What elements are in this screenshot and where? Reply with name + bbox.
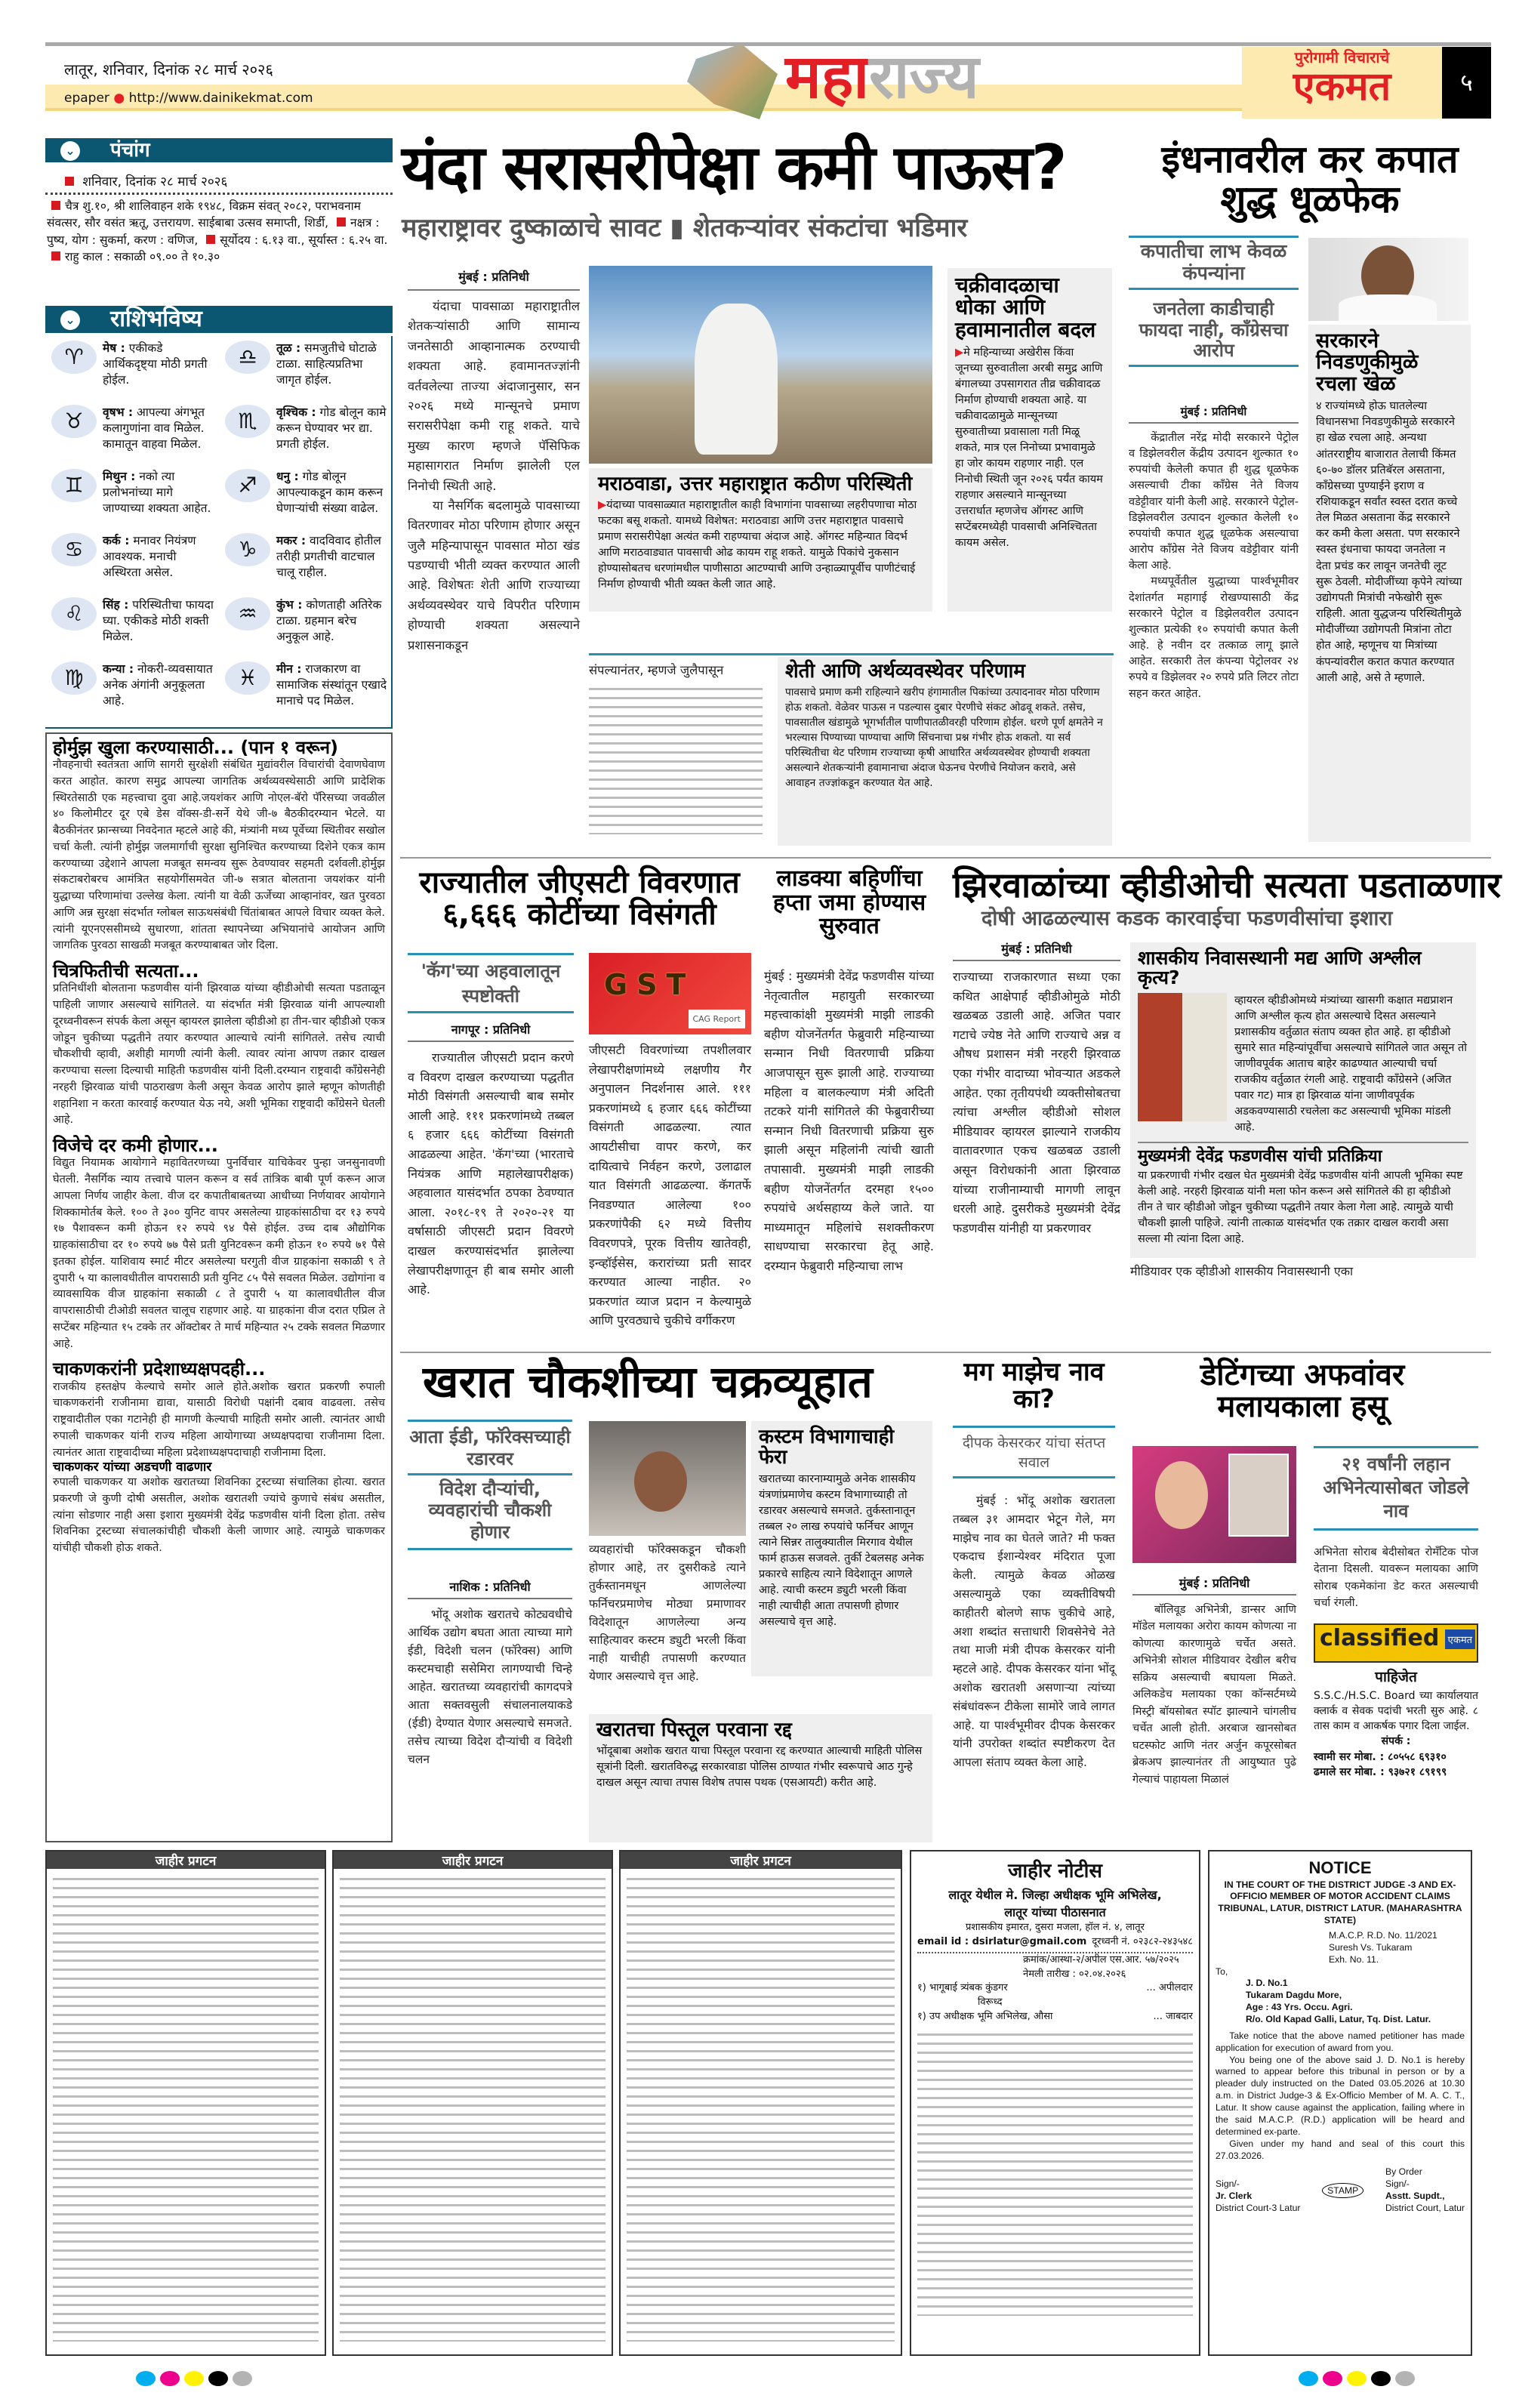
land-records-notice: जाहीर नोटीस लातूर येथील मे. जिल्हा अधीक्षक भूमि अभिलेख, लातूर यांच्या पीठासनात प्रशासकीय इमारत, दुसरा मजला, हॉल नं. ४, लातूर email id : dsirlatur@gmail.com दूरध्वनी नं. ०२३८२-२४३५४८ क्रमांक/आस्था-२/अपील एस.आर. ५७/२०२५ नेमली तारीख : ०२.०४.२०२६ १) भागूबाई त्र्यंबक कुंडगर ... अपीलदार विरूध्द १) उप अधीक्षक भूमि अभिलेख, औसा ... जाबदार: [910, 1850, 1200, 2356]
kharat-photo: [589, 1421, 746, 1536]
congress-leader-photo: [1308, 238, 1468, 321]
chevron-down-icon: ⌄: [60, 141, 80, 161]
zodiac-icon: ♊: [51, 469, 97, 502]
zodiac-icon: ♑: [225, 533, 270, 566]
election-box: सरकारने निवडणुकीमुळे रचला खेळ ४ राज्यांमध्ये होऊ घातलेल्या विधानसभा निवडणुकीमुळे सरकारने हा खेळ रचला आहे. अन्यथा आंतरराष्ट्रीय बाजारात तेलाची किंमत ६०-७० डॉलर प्रतिबॅरल असताना, काँग्रेसच्या पुण्याईने इराण व रशियाकडून सर्वांत स्वस्त दरात कच्चे तेल मिळत असताना केंद्र सरकारने कर कमी केला असता. पण सरकारने स्वस्त इंधनाचा फायदा जनतेला न देता प्रचंड कर लावून जनतेची लूट सुरू ठेवली. मोदीजींच्या कृपेने त्यांच्या उद्योगपती मित्रांची नफेखोरी सुरू राहिली. आता युद्धजन्य परिस्थितीमुळे मोदीजींच्या उद्योगपती मित्रांना तोटा होत आहे, म्हणूनच या मित्रांच्या कंपन्यांवरील करात कपात करण्यात आली आहे, असे ते म्हणाले.: [1308, 325, 1471, 842]
zodiac-icon: ♒: [225, 597, 270, 631]
gst-column-1: नागपूर : प्रतिनिधी राज्यातील जीएसटी प्रदान करणे व विवरण दाखल करण्याच्या पद्धतीत मोठी विसंगती असल्याची बाब समोर आली आहे. १११ प्रकरणांमध्ये तब्बल ६ हजार ६६६ कोटींच्या विसंगती आढळल्या आहेत. 'कॅग'च्या (भारताचे नियंत्रक आणि महालेखापरीक्षक) अहवालात यासंदर्भात ठपका ठेवण्यात आला. २०१८-१९ ते २०२०-२१ या वर्षासाठी जीएसटी प्रदान विवरणे दाखल करण्यासंदर्भात झालेल्या लेखापरीक्षणातून ही बाब समोर आली आहे.: [408, 1022, 574, 1297]
lead-subhead: महाराष्ट्रावर दुष्काळाचे सावट ▮ शेतकऱ्यांवर संकटांचा भडिमार: [402, 213, 968, 243]
classified-logo: classified एकमत: [1314, 1623, 1478, 1663]
fuel-column: मुंबई : प्रतिनिधी केंद्रातील नरेंद्र मोदी सरकारने पेट्रोल व डिझेलवरील केंद्रीय उत्पादन शुल्कात १० रुपयांची केलेली कपात ही शुद्ध धूळफेक असल्याची टीका काँग्रेस नेते विजय वडेट्टीवार यांनी केली आहे. सरकारने पेट्रोल-डिझेलवरील उत्पादन शुल्कात केलेली १० रुपयांची कपात शुद्ध धूळफेक असल्याचा आरोप काँग्रेस नेते विजय वडेट्टीवार यांनी केला आहे. मध्यपूर्वेतील युद्धाच्या पार्श्वभूमीवर देशांतर्गत महागाई रोखण्यासाठी केंद्र सरकारने पेट्रोल व डिझेलवरील उत्पादन शुल्कात प्रत्येकी १० रुपयांची कपात केली आहे. हे नवीन दर तत्काळ लागू झाले आहेत. सरकारी तेल कंपन्या पेट्रोलवर २४ रुपये व डिझेलवर २० रुपये प्रति लिटर तोटा सहन करत आहेत.: [1129, 405, 1299, 700]
malaika-photo: [1132, 1446, 1296, 1563]
byline: नागपूर : प्रतिनिधी: [408, 1021, 574, 1042]
classified-ad: पाहिजेत S.S.C./H.S.C. Board च्या कार्यालयात क्लार्क व सेवक पदांची भरती सुरु आहे. ८ तास काम व आकर्षक पगार दिला जाईल. संपर्क : स्वामी सर मोबा. : ८०५५८ ६९३१० ढमाले सर मोबा. : ९३७२१ ८९१९९: [1314, 1669, 1478, 1779]
panchang-details: चैत्र शु.१०, श्री शालिवाहन शके १९४८, विक्रम संवत् २०८२, पराभवनाम संवत्सर, सौर वसंत ऋतू, उत्तरायण. साईबाबा उत्सव समाप्ती, शिर्डी, नक्षत्र : पुष्य, योग : सुकर्मा, करण : वणिज, सूर्योदय : ६.१३ वा., सूर्यास्त : ६.२५ वा. राहु काल : सकाळी ०९.०० ते १०.३०: [47, 199, 388, 264]
zirwal-column: मुंबई : प्रतिनिधी राज्याच्या राजकारणात सध्या एका कथित आक्षेपार्ह व्हीडीओमुळे मोठी खळबळ उडाली आहे. अजित पवार गटाचे ज्येष्ठ नेते आणि राज्याचे अन्न व औषध प्रशासन मंत्री नरहरी झिरवाळ एका गंभीर वादाच्या भोवऱ्यात अडकले आहेत. एका तृतीयपंथी व्यक्तीसोबतचा त्यांचा अश्लील व्हीडीओ सोशल मीडियावर व्हायरल झाल्याने राजकीय वातावरणात एकच खळबळ उडाली असून विरोधकांनी आता झिरवाळ यांच्या राजीनाम्याची मागणी लावून धरली आहे. दुसरीकडे मुख्यमंत्री देवेंद्र फडणवीस यांनीही या प्रकरणावर: [953, 942, 1120, 1235]
gst-coins-image: GST CAG Report: [589, 953, 751, 1034]
dateline: लातूर, शनिवार, दिनांक २८ मार्च २०२६: [64, 60, 273, 79]
zodiac-icon: ♎: [225, 341, 270, 374]
paper-name: एकमत: [1293, 64, 1391, 109]
public-notice-ad-2: जाहीर प्रगटन: [332, 1850, 613, 2356]
zodiac-icon: ♐: [225, 469, 270, 502]
gst-sub: 'कॅग'च्या अहवालातून स्पष्टोक्ती: [408, 953, 574, 1013]
zodiac-icon: ♓: [225, 661, 270, 695]
zirwal-tail: मीडियावर एक व्हीडीओ शासकीय निवासस्थानी एका: [1130, 1264, 1354, 1278]
kharat-column-1: नाशिक : प्रतिनिधी भोंदू अशोक खरातचे कोट्यवधीचे आर्थिक उद्योग बघता आता त्याच्या मागे ईडी, विदेशी चलन (फॉरेक्स) आणि कस्टमचाही ससेमिरा लागण्याची चिन्हे आहेत. खरातच्या व्यवहारांची कागदपत्रे आता सक्तवसुली संचालनालयाकडे (ईडी) देण्यात येणार असल्याचे समजते. तसेच त्याच्या विदेश दौऱ्यांची व विदेशी चलन: [408, 1580, 572, 1767]
continuation-video: चित्रफितीची सत्यता... प्रतिनिधींशी बोलताना फडणवीस यांनी झिरवाळ यांच्या व्हीडीओची सत्यता पडताळून पाहिली जाणार असल्याचे सांगितले. या संदर्भात मंत्री झिरवाळ यांनी आपल्याशी दूरध्वनीवरून संपर्क केला असून व्हायरल झालेला व्हीडीओ हा तीन-चार व्हीडीओ एकत्र जोडून चुकीच्या पद्धतीने तयार करण्यात आल्याचे त्यांनी सांगितले. तसेच त्याची चौकशीची व्हावी, अशीही मागणी त्यांनी केली. त्यावर त्यांना आपण तक्रार दाखल करण्याचा सल्ला दिल्याची माहिती फडणवीस यांनी दिली.दरम्यान राष्ट्रवादी काँग्रेसनेही नरहरी झिरवाळ यांची पाठराखण केली असून केवळ आरोप झाले म्हणून कोणतीही शहानिशा न करता कारवाई करण्यात येऊ नये, अशी भूमिका राष्ट्रवादी काँग्रेसने घेतली आहे.: [53, 960, 385, 1127]
gst-headline: राज्यातील जीएसटी विवरणात ६,६६६ कोटींच्या विसंगती: [419, 865, 740, 932]
kharat-sub: आता ईडी, फॉरेक्सच्याही रडारवर विदेश दौऱ्यांची, व्यवहारांची चौकशी होणार: [408, 1420, 572, 1550]
pistol-box: खरातचा पिस्तूल परवाना रद्द भोंदूबाबा अशोक खरात याचा पिस्तूल परवाना रद्द करण्यात आल्याची माहिती पोलिस सूत्रांनी दिली. खरातविरुद्ध सरकारवाडा पोलिस ठाण्यात गंभीर स्वरूपाचे आठ गुन्हे दाखल असून त्याचा तपास विशेष तपास पथक (एसआयटी) करीत आहे.: [589, 1714, 932, 1842]
chevron-down-icon: ⌄: [60, 310, 80, 330]
malaika-sub: २१ वर्षांनी लहान अभिनेत्यासोबत जोडले नाव: [1314, 1446, 1478, 1531]
fuel-sub-1: कपातीचा लाभ केवळ कंपन्यांना: [1129, 236, 1299, 290]
zirwal-box: शासकीय निवासस्थानी मद्य आणि अश्लील कृत्य? व्हायरल व्हीडीओमध्ये मंत्र्यांच्या खासगी कक्षात मद्यप्राशन आणि अश्लील कृत्य होत असल्याचे दिसत असल्याने प्रशासकीय वर्तुळात संताप व्यक्त होत आहे. हा व्हीडीओ सुमारे सात महिन्यांपूर्वीचा असल्याचे सांगितले जात असून तो जाणीवपूर्वक आताच बाहेर काढण्यात आल्याची चर्चा राजकीय वर्तुळात रंगली आहे. राष्ट्रवादी काँग्रेसने (अजित पवार गट) मात्र हा झिरवाळ यांना जाणीवपूर्वक अडकवण्यासाठी रचलेला कट असल्याची भूमिका मांडली आहे. मुख्यमंत्री देवेंद्र फडणवीस यांची प्रतिक्रिया या प्रकरणाची गंभीर दखल घेत मुख्यमंत्री देवेंद्र फडणवीस यांनी आपली भूमिका स्पष्ट केली आहे. नरहरी झिरवाळ यांनी मला फोन करून असे सांगितले की हा व्हीडीओ तीन ते चार व्हीडीओ जोडून चुकीच्या पद्धतीने तयार केला गेला आहे. त्यामुळे याची चौकशी झाली पाहिजे. त्यांनी तात्काळ यासंदर्भात एक तक्रार दाखल करावी असा सल्ला मी त्यांना दिला आहे.: [1130, 942, 1476, 1258]
top-rule: [45, 42, 1491, 46]
rashi-item: कर्क : मनावर नियंत्रण आवश्यक. मनाची अस्थिरता असेल.: [103, 534, 196, 579]
rashi-header: ⌄ राशिभविष्य: [45, 306, 393, 333]
court-notice: NOTICE IN THE COURT OF THE DISTRICT JUDGE -3 AND EX-OFFICIO MEMBER OF MOTOR ACCIDENT CLAIMS TRIBUNAL, LATUR, DISTRICT LATUR. (MAHARASHTRA STATE) M.A.C.P. R.D. No. 11/2021 Suresh Vs. Tukaram Exh. No. 11. To, J. D. No.1 Tukaram Dagdu More, Age : 43 Yrs. Occu. Agri. R/o. Old Kapad Galli, Latur, Tq. Dist. Latur. Take notice that the above named petitioner has made application for execution of award from you. You being one of the above said J. D. No.1 is hereby warned to appear before this tribunal in person or by a pleader duly instructed on the Dated 03.05.2026 at 10.30 a.m. in District Judge-3 & Ex-Officio Member of M. A. C. T., Latur. It show cause against the application, failing where in the said M.A.C.P. (R.D.) application will be heard and determined ex-parte. Given under my hand and seal of this court this 27.03.2026. Sign/- Jr. Clerk District Court-3 Latur STAMP By Order Sign/- Asstt. Supdt., District Court, Latur: [1208, 1850, 1472, 2356]
rashi-grid: [45, 336, 393, 729]
custom-box: कस्टम विभागाचाही फेरा खरातच्या कारनाम्यामुळे अनेक शासकीय यंत्रणांप्रमाणेच कस्टम विभागाच्याही तो रडारवर असल्याचे समजते. तुर्कस्तानातून तब्बल २० लाख रुपयांचे फर्निचर आणून त्याने सिन्नर तालुक्यातील मिरगाव येथील फार्म हाऊस सजवले. तुर्की टेबलसह अनेक प्रकारचे साहित्य त्याने विदेशातून आणले आहे. त्याची कस्टम ड्युटी भरली किंवा नाही त्याचीही आता तपासणी होणार असल्याचे वृत्त आहे.: [751, 1421, 932, 1676]
malaika-headline: डेटिंगच्या अफवांवर मलायकाला हसू: [1200, 1358, 1405, 1424]
lead-column-1: मुंबई : प्रतिनिधी यंदाचा पावसाळा महाराष्ट्रातील शेतकऱ्यांसाठी आणि सामान्य जनतेसाठी आव्हानात्मक ठरण्याची शक्यता आहे. हवामानतज्ज्ञांनी वर्तवलेल्या ताज्या अंदाजानुसार, सन २०२६ मध्ये मान्सूनचे प्रमाण सरासरीपेक्षा कमी राहू शकते. याचे मुख्य कारण म्हणजे पॅसिफिक महासागरात निर्माण झालेली एल निनोची स्थिती आहे. या नैसर्गिक बदलामुळे पावसाच्या वितरणावर मोठा परिणाम होणार असून जुलै महिन्यापासून पावसात मोठा खंड पडण्याची भीती व्यक्त करण्यात आली आहे. विशेषतः शेती आणि राज्याच्या अर्थव्यवस्थेवर याचे विपरीत परिणाम होण्याची शक्यता असल्याने प्रशासनाकडून: [408, 270, 580, 652]
rashi-item: मीन : राजकारण वा सामाजिक संस्थांतून एखादे मानाचे पद मिळेल.: [276, 662, 387, 708]
lead-column-2: संपल्यानंतर, म्हणजे जुलैपासून: [589, 661, 763, 834]
byline: मुंबई : प्रतिनिधी: [1132, 1574, 1296, 1596]
kharat-headline: खरात चौकशीच्या चक्रव्यूहात: [423, 1356, 873, 1407]
panchang-date: शनिवार, दिनांक २८ मार्च २०२६: [60, 172, 227, 190]
drought-farmer-photo: [589, 266, 932, 464]
cyclone-box: चक्रीवादळाचा धोका आणि हवामानातील बदल ▶मे महिन्याच्या अखेरीस किंवा जूनच्या सुरुवातीला अरबी समुद्र आणि बंगालच्या उपसागरात तीव्र चक्रीवादळ निर्माण होण्याची शक्यता आहे. या चक्रीवादळामुळे मान्सूनच्या सुरुवातीच्या प्रवासाला गती मिळू शकते, मात्र एल निनोच्या प्रभावामुळे हा जोर कायम राहणार नाही. एल निनोची स्थिती जून २०२६ पर्यंत कायम राहणार असल्याने मान्सूनच्या उत्तरार्धात म्हणजेच ऑगस्ट आणि सप्टेंबरमध्येही पावसाची अनिश्चितता कायम असेल.: [948, 268, 1112, 612]
byline: मुंबई : प्रतिनिधी: [1129, 404, 1299, 424]
zodiac-icon: ♋: [51, 533, 97, 566]
economy-box: शेती आणि अर्थव्यवस्थेवर परिणाम पावसाचे प्रमाण कमी राहिल्याने खरीप हंगामातील पिकांच्या उत्पादनावर मोठा परिणाम होऊ शकतो. वेळेवर पाऊस न पडल्यास दुबार पेरणीचे संकट ओढवू शकते. तसेच, पावसातील खंडामुळे भूगर्भातील पाणीपातळीवरही परिणाम होईल. धरणे पूर्ण क्षमतेने न भरल्यास पिण्याच्या पाण्याचा आणि सिंचनाचा प्रश्न गंभीर होऊ शकतो. या सर्व परिस्थितीचा थेट परिणाम राज्याच्या कृषी आधारित अर्थव्यवस्थेवर होण्याची शक्यता असल्याने शेतकऱ्यांनी हवामानाचा अंदाज घेऊनच पेरणीचे नियोजन करावे, असे आवाहन तज्ज्ञांकडून करण्यात येत आहे.: [778, 657, 1112, 846]
kesarkar-column: मुंबई : भोंदू अशोक खरातला तब्बल ३१ आमदार भेटून गेले, मग माझेच नाव का घेतले जाते? मी फक्त एकदाच ईशान्येश्वर मंदिरात पूजा केली. त्यामुळे केवळ ओळख असल्यामुळे एका व्यक्तीविषयी काहीतरी बोलणे साफ चुकीचे आहे, अशा शब्दांत सत्ताधारी शिवसेनेचे नेते तथा माजी मंत्री दीपक केसरकर यांनी म्हटले आहे. दीपक केसरकर यांना भोंदू अशोक खरातशी असणाऱ्या त्यांच्या संबंधांवरून टीकेला सामोरे जावे लागत आहे. या पार्श्वभूमीवर दीपक केसरकर यांनी उपरोक्त शब्दांत स्पष्टीकरण देत आपला संताप व्यक्त केला आहे.: [953, 1494, 1115, 1770]
ladki-headline: लाडक्या बहिणींचा हप्ता जमा होण्यास सुरुवात: [772, 865, 926, 939]
rashi-item: कुंभ : कोणताही अतिरेक टाळा. ग्रहमान बरेच अनुकूल आहे.: [276, 598, 382, 643]
zodiac-icon: ♈: [51, 341, 97, 374]
page-number: ५: [1442, 47, 1491, 119]
zodiac-icon: ♏: [225, 405, 270, 438]
byline: मुंबई : प्रतिनिधी: [953, 940, 1120, 961]
rashi-item: तूळ : समजुतीचे घोटाळे टाळा. साहित्यप्रतिभा जागृत होईल.: [276, 341, 377, 387]
ekmat-logo-box: [1242, 47, 1442, 119]
globe-icon: ●: [113, 91, 125, 106]
continuation-hormuz: होर्मुझ खुला करण्यासाठी... (पान १ वरून) नौवहनाची स्वतंत्रता आणि सागरी सुरक्षेशी संबंधित मुद्यांवरील विचारांची देवाणघेवाण करत आहोत. कारण समुद्र आपल्या जागतिक अर्थव्यवस्थेसाठी आणि प्रादेशिक स्थिरतेसाठी एक महत्त्वाचा दुवा आहे.जयशंकर आणि नोएल-बॅरो पॅरिसच्या जवळील ४० किलोमीटर दूर एबे डेस वॉक्स-डी-सर्ने येथे जी-७ बैठकीदरम्यान भेटले. या बैठकीनंतर फ्रान्सच्या निवदेनात म्हटले आहे की, मंत्र्यांनी मध्य पूर्वेच्या स्थितीवर सखोल चर्चा केली. त्यांनी होर्मुझ जलमार्गाची सुरक्षा सुनिश्चित करण्याच्या दिशेने एकत्र काम करण्याच्या उद्देशाने आपला मजबूत समन्वय सुरू ठेवण्यावर सहमती दर्शवली.होर्मुझ संकटाबरोबरच आमंत्रित सहयोगींसमवेत जी-७ सत्रात बोलताना जयशंकर यांनी युद्धाच्या परिणामांचा उल्लेख केला. त्यांनी या वेळी ऊर्जेच्या आव्हानांवर, खत पुरवठा आणि अन्न सुरक्षा संदर्भात ग्लोबल साऊथसंबंधी चिंतांबाबत आपले विचार व्यक्त केले. त्यांनी यूएनएससीमध्ये सुधारणा, शांतता स्थापनेच्या अभियानांचे आयोजन आणि जागतिक पुरवठा साखळी मजबूत करण्याबाबत जोर दिला.: [53, 737, 385, 952]
malaika-column: मुंबई : प्रतिनिधी बॉलिवूड अभिनेत्री, डान्सर आणि मॉडेल मलायका अरोरा कायम कोणत्या ना कोणत्या कारणामुळे चर्चेत असते. अभिनेत्री सोशल मीडियावर देखील बरीच सक्रिय असल्याची बघायला मिळते. अलिकडेच मलायका एका कॉन्सर्टमध्ये मिस्ट्री बॉयसोबत स्पॉट झाल्याने चांगलीच चर्चेत आली होती. अरबाज खानसोबत घटस्फोट आणि नंतर अर्जुन कपूरसोबत ब्रेकअप झाल्यानंतर ती आयुष्यात पुढे गेल्याचं पाहायला मिळालं: [1132, 1576, 1296, 1786]
tagline: पुरोगामी विचाराचे: [1294, 48, 1390, 66]
continuation-chakankar: चाकणकरांनी प्रदेशाध्यक्षपदही... राजकीय हस्तक्षेप केल्याचे समोर आले होते.अशोक खरात प्रकरणी रुपाली चाकणकरांनी राजीनामा द्यावा, यासाठी विरोधी पक्षांनी दबाव वाढवला. तसेच राष्ट्रवादीतील एका गटानेही ही मागणी केल्याची माहिती समोर आली. त्यानंतर आधी रुपाली चाकणकर यांनी राज्य महिला आयोगाच्या अध्यक्षपदाचा राजीनामा दिला. त्यानंतर आता राष्ट्रवादीच्या महिला प्रदेशाध्यक्षपदाचाही राजीनामा दिला. चाकणकर यांच्या अडचणी वाढणार रुपाली चाकणकर या अशोक खरातच्या शिवनिका ट्रस्टच्या संचालिका होत्या. खरात प्रकरणी जे कुणी दोषी असतील, अशोक खरातशी ज्यांचे कुणाचे संबंध असतील, त्यांना सोडणार नाही असा इशारा मुख्यमंत्री देवेंद्र फडणवीस यांनी दिला होता. तसेच शिवनिका ट्रस्टच्या संचालकांचीही चौकशी केली जाणार आहे. त्यामुळे चाकणकर यांचीही चौकशी होऊ शकते.: [53, 1358, 385, 1555]
rashi-item: वृषभ : आपल्या अंगभूत कलागुणांना वाव मिळेल. कामातून वाहवा मिळेल.: [103, 405, 205, 451]
rashi-item: वृश्चिक : गोड बोलून कामे करून घेण्यावर भर द्या. प्रगती होईल.: [276, 405, 387, 451]
zirwal-headline: झिरवाळांच्या व्हीडीओची सत्यता पडताळणार: [953, 865, 1502, 905]
fadnavis-zirwal-photo: [1138, 993, 1227, 1121]
gst-column-2: जीएसटी विवरणांच्या तपशीलवार लेखापरीक्षणांमध्ये लक्षणीय गैर अनुपालन निदर्शनास आले. १११ प्रकरणांमध्ये ६ हजार ६६६ कोटींच्या विसंगती आढळल्या. त्यात आयटीसीचा वापर करणे, कर दायित्वाचे निर्वहन करणे, उलाढाल यात विसंगती आढळल्या. कॅगतर्फे निवडण्यात आलेल्या १०० प्रकरणांपैकी ६२ मध्ये वित्तीय विवरणपत्रे, पूरक वित्तीय खातेवही, इन्व्हॉईसेस, करारांच्या प्रती सादर करण्यात आल्या नाहीत. २० प्रकरणांत व्याज प्रदान न केल्यामुळे आणि पुरवठ्याचे चुकीचे वर्गीकरण: [589, 1043, 751, 1328]
malaika-column-2: अभिनेता सोराब बेदीसोबत रोमँटिक पोज देताना दिसली. यावरून मलायका आणि सोराब एकमेकांना डेट करत असल्याची चर्चा रंगली.: [1314, 1546, 1478, 1610]
rashi-item: मेष : एकीकडे आर्थिकदृष्ट्या मोठी प्रगती होईल.: [103, 341, 208, 387]
rashi-item: कन्या : नोकरी-व्यवसायात अनेक अंगांनी अनुकूलता आहे.: [103, 662, 213, 708]
rashi-item: मिथुन : नको त्या प्रलोभनांच्या मागे जाण्याच्या शक्यता आहेत.: [103, 470, 211, 515]
epaper-url[interactable]: http://www.dainikekmat.com: [128, 91, 313, 106]
epaper-link[interactable]: [64, 91, 313, 106]
rashi-item: सिंह : परिस्थितीचा फायदा घ्या. एकीकडे मोठी शक्ती मिळेल.: [103, 598, 214, 643]
rashi-item: मकर : वादविवाद होतील तरीही प्रगतीची वाटचाल चालू राहील.: [276, 534, 381, 579]
panchang-header: ⌄ पंचांग: [45, 138, 393, 162]
kharat-column-2: व्यवहारांची फॉरेक्सकडून चौकशी होणार आहे, तर दुसरीकडे त्याने तुर्कस्तानमधून आणलेल्या फर्निचरप्रमाणेच मोठ्या प्रमाणावर विदेशातून आणलेल्या अन्य साहित्यावर कस्टम ड्युटी भरली किंवा नाही याचीही तपासणी करण्यात येणार असल्याचे वृत्त आहे.: [589, 1543, 746, 1684]
continuations-box: [45, 732, 393, 1842]
lead-headline: यंदा सरासरीपेक्षा कमी पाऊस?: [402, 132, 1066, 204]
kesarkar-headline: मग माझेच नाव का?: [963, 1357, 1105, 1414]
continuation-electricity: विजेचे दर कमी होणार... विद्युत नियामक आयोगाने महावितरणच्या पुनर्विचार याचिकेवर पुन्हा जनसुनावणी घेतली. नैसर्गिक न्याय तत्त्वाचे पालन करून व सर्व तांत्रिक बाबी पूर्ण करून आज आपला निर्णय जाहीर केला. वीज दर कपातीबाबतच्या आधीच्या निर्णयावर आयोगाने शिक्कामोर्तब केले. १०० ते ३०० युनिट वापर असलेल्या ग्राहकांसाठीचा दर १३ रुपये १७ पैशावरून कमी होऊन १२ रुपये ९४ पैसे होईल. उच्च दाब औद्योगिक ग्राहकांसाठीचा दर १० रुपये ७७ पैसे प्रती युनिटवरून कमी होऊन १० रुपये ७१ पैसे इतका होईल. याशिवाय स्मार्ट मीटर असलेल्या घरगुती वीज ग्राहकांना सकाळी ९ ते दुपारी ५ या कालावधीतील वापरासाठी प्रती युनिट ८५ पैसे सवलत मिळेल. उद्योगांना व व्यावसायिक वीज ग्राहकांना सकाळी ८ ते दुपारी ५ या कालावधीतील वीज वापरासाठीची टीओडी सवलत चालूच राहणार आहे. या ग्राहकांना वीज दरात एप्रिल ते सप्टेंबर महिन्यात १५ टक्के तर ऑक्टोबर ते मार्च महिन्यात २५ टक्के सवलत मिळणार आहे.: [53, 1135, 385, 1350]
ladki-column: मुंबई : मुख्यमंत्री देवेंद्र फडणवीस यांच्या नेतृत्वातील महायुती सरकारच्या महत्त्वाकांक्षी मुख्यमंत्री माझी लाडकी बहीण योजनेंतर्गत फेब्रुवारी महिन्याच्या सन्मान निधी वितरणाची प्रक्रिया आजपासून सुरू झाली आहे. राज्याच्या महिला व बालकल्याण मंत्री अदिती तटकरे यांनी सांगितले की फेब्रुवारीच्या सन्मान निधी वितरणाची प्रक्रिया सुरु झाली असून महिलांनी त्यांची खाती तपासावी. मुख्यमंत्री माझी लाडकी बहीण योजनेंतर्गत दरमहा १५०० रुपयांचे अर्थसहाय्य केले जाते. या माध्यमातून महिलांचे सशक्तीकरण साधण्याचा सरकारचा हेतू आहे. दरम्यान फेब्रुवारी महिन्याचा लाभ: [764, 969, 934, 1273]
byline: नाशिक : प्रतिनिधी: [408, 1578, 572, 1599]
section-title: महाराज्य: [785, 42, 979, 112]
marathwada-box: मराठवाडा, उत्तर महाराष्ट्रात कठीण परिस्थिती ▶यंदाच्या पावसाळ्यात महाराष्ट्रातील काही विभागांना पावसाच्या लहरीपणाचा मोठा फटका बसू शकतो. यामध्ये विशेषत: मराठवाडा आणि उत्तर महाराष्ट्रात पावसाचे प्रमाण सरासरीपेक्षा अत्यंत कमी राहण्याचा अंदाज आहे. ऑगस्ट महिन्यात विदर्भ आणि मराठवाड्यात पावसाची ओढ कायम राहू शकते. यामुळे पिकांचे नुकसान होण्यासोबतच धरणांमधील पाणीसाठा आटण्याची आणि उन्हाळ्यापूर्वीच पाणीटंचाई निर्माण होण्याची भीती व्यक्त केली जात आहे.: [589, 468, 932, 612]
zodiac-icon: ♌: [51, 597, 97, 631]
public-notice-ad-3: जाहीर प्रगटन: [619, 1850, 902, 2356]
rashi-item: धनु : गोड बोलून आपल्याकडून काम करून घेणाऱ्यांची संख्या वाढेल.: [276, 470, 384, 515]
zodiac-icon: ♉: [51, 405, 97, 438]
zirwal-sub: दोषी आढळल्यास कडक कारवाईचा फडणवीसांचा इशारा: [981, 907, 1393, 930]
public-notice-ad-1: जाहीर प्रगटन: [45, 1850, 326, 2356]
kesarkar-sub: दीपक केसरकर यांचा संतप्त सवाल: [953, 1426, 1115, 1478]
epaper-label: epaper: [64, 91, 109, 106]
byline: मुंबई : प्रतिनिधी: [408, 268, 580, 291]
fuel-sub-2: जनतेला काडीचाही फायदा नाही, काँग्रेसचा आरोप: [1129, 296, 1299, 367]
stamp-mark: STAMP: [1322, 2183, 1363, 2198]
fuel-headline: इंधनावरील कर कपात शुद्ध धूळफेक: [1161, 137, 1459, 221]
zodiac-icon: ♍: [51, 661, 97, 695]
